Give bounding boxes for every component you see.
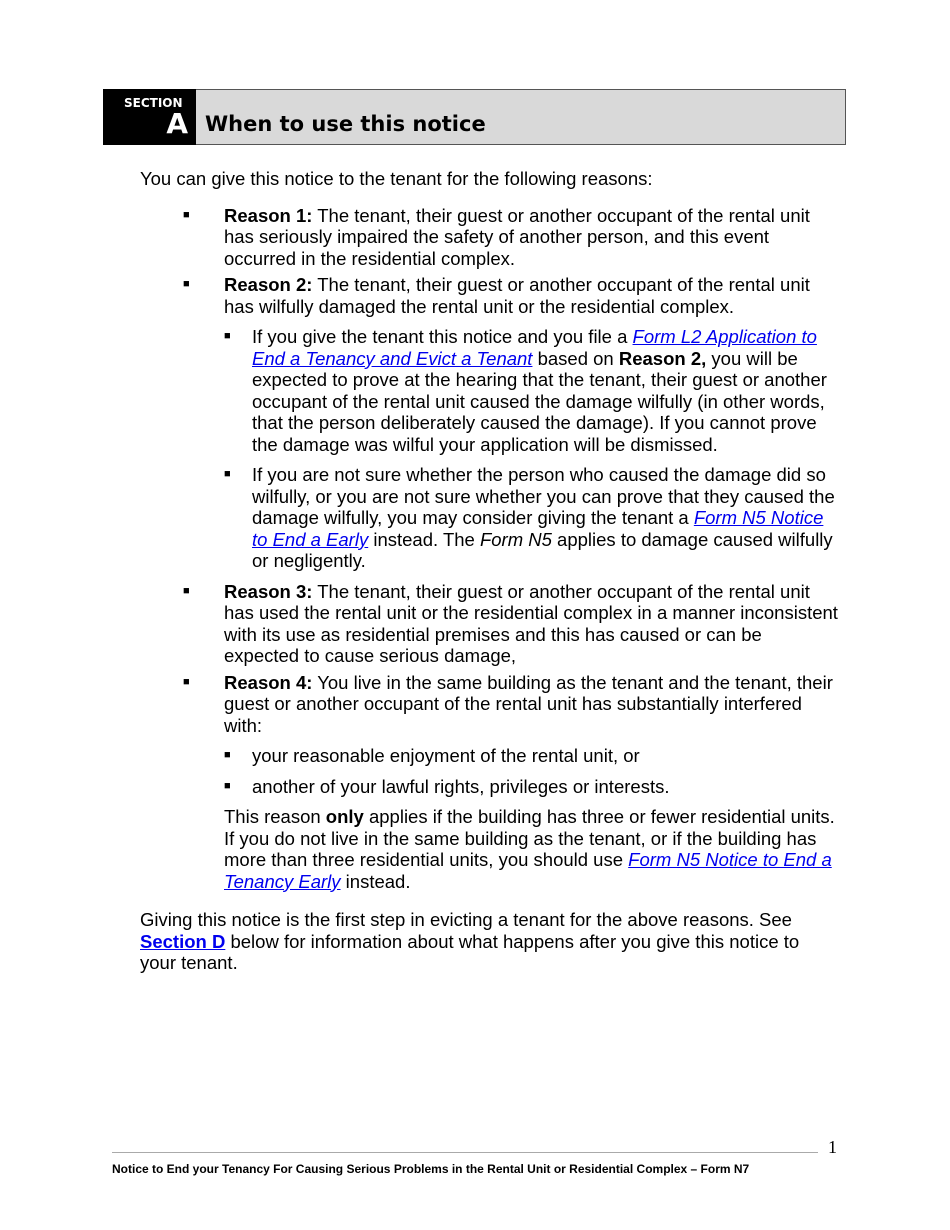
square-bullet-icon: ■ — [183, 584, 190, 597]
list-item-reason-2 — [140, 274, 840, 572]
section-header — [103, 89, 846, 145]
section-title: When to use this notice — [205, 112, 486, 136]
reason-4-note: This reason only applies if the building has three or fewer residential units. If you do not live in the same building as the tenant, or if the building has more than three residential units, you should use Form N5 Notice to End a Tenancy Early instead. — [224, 806, 835, 892]
reason-text: You live in the same building as the tenant and the tenant, their guest or another occupant of the rental unit has substantially interfered with: — [224, 671, 833, 736]
reasons-list — [140, 205, 840, 893]
square-bullet-icon: ■ — [224, 468, 231, 480]
footer-title: Notice to End your Tenancy For Causing Serious Problems in the Rental Unit or Residential Complex – Form N7 — [112, 1162, 750, 1176]
list-item-reason-4 — [140, 672, 840, 893]
intro-text: You can give this notice to the tenant for the following reasons: — [140, 168, 653, 189]
reason-text: The tenant, their guest or another occupant of the rental unit has seriously impaired the safety of another person, and this event occurred in the residential complex. — [224, 204, 810, 269]
page-number: 1 — [828, 1137, 837, 1157]
form-n5-tenancy-link[interactable]: Form N5 Notice to End a Tenancy Early — [224, 849, 832, 892]
form-n5-link[interactable]: Form N5 Notice to End a Early — [252, 507, 824, 550]
list-item: ■ If you are not sure whether the person who caused the damage did so wilfully, or you are not sure whether you can prove that they caused the damage wilfully, you may consider giving the tenant a Form N5 Notice to End a Early instead. The Form N5 applies to damage caused wilfully or negligently. — [224, 464, 835, 571]
section-tag — [103, 89, 196, 145]
reason-label: Reason 1: — [224, 204, 313, 226]
reason-text: The tenant, their guest or another occupant of the rental unit has wilfully damaged the rental unit or the residential complex. — [224, 274, 810, 317]
square-bullet-icon: ■ — [224, 779, 231, 792]
reason-text: The tenant, their guest or another occupant of the rental unit has used the rental unit or the residential complex in a manner inconsistent with its use as residential premises and this has caused or can be expected to cause serious damage, — [224, 580, 838, 666]
square-bullet-icon: ■ — [183, 675, 190, 688]
footer-divider — [112, 1152, 818, 1153]
section-word: SECTION — [124, 96, 183, 110]
list-item-reason-1 — [140, 205, 840, 270]
list-item: ■ another of your lawful rights, privileges or interests. — [224, 775, 670, 797]
reason-2-sublist — [224, 326, 840, 572]
list-item: ■ If you give the tenant this notice and you file a Form L2 Application to End a Tenancy and Evict a Tenant based on Reason 2, you will be expected to prove at the hearing that the tenant, their guest or another occupant of the rental unit caused the damage wilfully (in other words, that the person deliberately caused the damage). If you cannot prove the damage was wilful your application will be dismissed. — [224, 326, 827, 455]
reason-label: Reason 4: — [224, 671, 313, 693]
square-bullet-icon: ■ — [224, 330, 231, 342]
list-item: ■ your reasonable enjoyment of the rental unit, or — [224, 745, 640, 766]
reason-label: Reason 2: — [224, 274, 313, 295]
reason-label: Reason 3: — [224, 580, 313, 602]
square-bullet-icon: ■ — [183, 278, 190, 290]
list-item-reason-3 — [140, 581, 840, 667]
square-bullet-icon: ■ — [224, 749, 231, 761]
form-l2-link[interactable]: Form L2 Application to End a Tenancy and Evict a Tenant — [252, 326, 817, 369]
square-bullet-icon: ■ — [183, 208, 190, 221]
section-letter: A — [166, 107, 188, 140]
reason-4-sublist — [224, 745, 840, 797]
section-d-link[interactable]: Section D — [140, 930, 226, 952]
closing-paragraph: Giving this notice is the first step in evicting a tenant for the above reasons. See Section D below for information about what happens after you give this notice to your tenant. — [140, 909, 800, 973]
document-body — [140, 168, 840, 974]
